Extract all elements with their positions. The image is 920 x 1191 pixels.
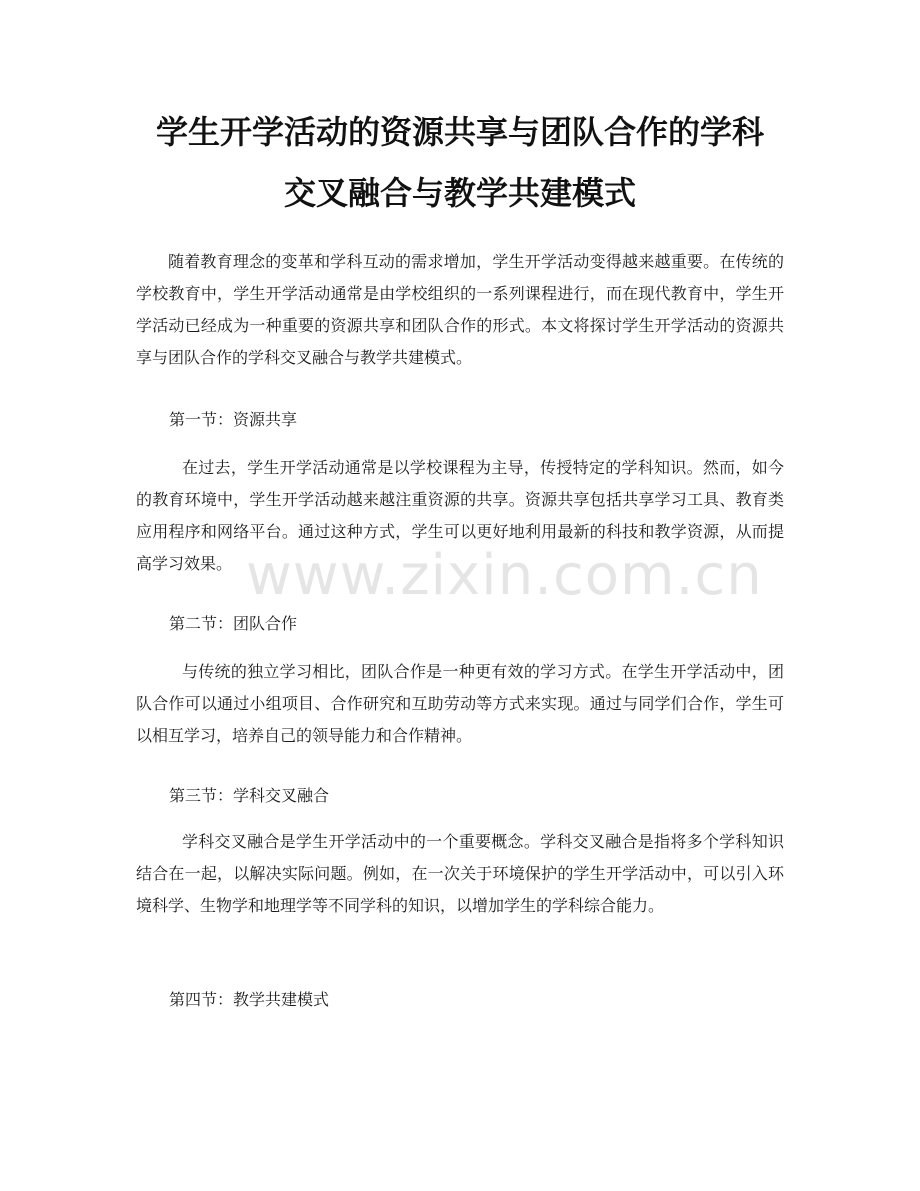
section-heading-3: 第三节：学科交叉融合: [169, 786, 330, 805]
section-body-2: 与传统的独立学习相比，团队合作是一种更有效的学习方式。在学生开学活动中，团队合作可以通过小组项目、合作研究和互助劳动等方式来实现。通过与同学们合作，学生可以相互学习，培养自己的领导能力和合作精神。: [136, 662, 784, 745]
document-title-line-2: 交叉融合与教学共建模式: [283, 174, 636, 212]
document-title-line-1: 学生开学活动的资源共享与团队合作的学科: [155, 113, 764, 151]
intro-paragraph: 随着教育理念的变革和学科互动的需求增加，学生开学活动变得越来越重要。在传统的学校教育中，学生开学活动通常是由学校组织的一系列课程进行，而在现代教育中，学生开学活动已经成为一种重要的资源共享和团队合作的形式。本文将探讨学生开学活动的资源共享与团队合作的学科交叉融合与教学共建模式。: [136, 252, 784, 367]
section-body-3: 学科交叉融合是学生开学活动中的一个重要概念。学科交叉融合是指将多个学科知识结合在一起，以解决实际问题。例如，在一次关于环境保护的学生开学活动中，可以引入环境科学、生物学和地理学等不同学科的知识，以增加学生的学科综合能力。: [136, 832, 784, 915]
section-body-1: 在过去，学生开学活动通常是以学校课程为主导，传授特定的学科知识。然而，如今的教育环境中，学生开学活动越来越注重资源的共享。资源共享包括共享学习工具、教育类应用程序和网络平台。通过这种方式，学生可以更好地利用最新的科技和教学资源，从而提高学习效果。: [136, 458, 784, 573]
section-heading-2: 第二节：团队合作: [169, 614, 298, 633]
section-heading-1: 第一节：资源共享: [169, 410, 298, 429]
section-heading-4: 第四节：教学共建模式: [169, 990, 330, 1009]
watermark: www.zixin.com.cn: [246, 543, 763, 608]
